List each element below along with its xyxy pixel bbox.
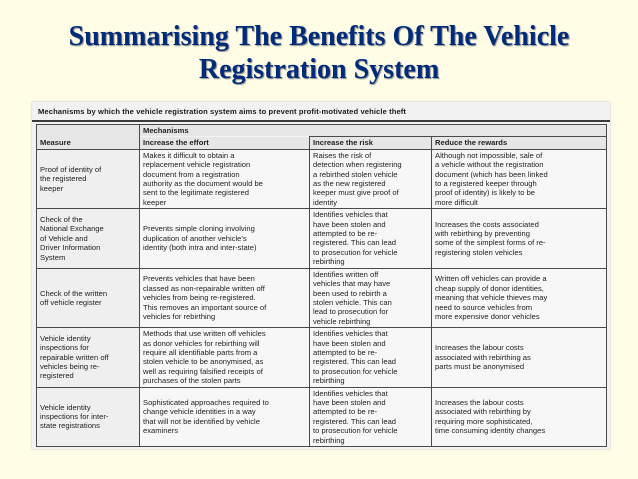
measure-cell: Check of the National Exchange of Vehicle and Driver Information System [37,209,140,268]
measure-cell: Vehicle identity inspections for repairable written off vehicles being re- registered [37,328,140,387]
header-effort: Increase the effort [140,137,310,149]
table-row [37,268,607,327]
risk-cell: Identifies vehicles that have been stolen and attempted to be re- registered. This can lead to prosecution for vehicle rebirthing [310,328,432,387]
measure-cell: Proof of identity of the registered keeper [37,149,140,208]
mechanisms-table [36,124,607,447]
table-row [37,328,607,387]
measure-cell: Check of the written off vehicle register [37,268,140,327]
rewards-cell: Although not impossible, sale of a vehicle without the registration document (which has been linked to a registered keeper through proof of identity) is likely to be more difficult [432,149,607,208]
risk-cell: Identifies vehicles that have been stolen and attempted to be re- registered. This can lead to prosecution for vehicle rebirthing [310,209,432,268]
risk-cell: Identifies vehicles that have been stolen and attempted to be re- registered. This can lead to prosecution for vehicle rebirthing [310,387,432,446]
slide-title: Summarising The Benefits Of The Vehicle Registration System [68,21,570,85]
table-row [37,149,607,208]
table-caption: Mechanisms by which the vehicle registration system aims to prevent profit-motivated vehicle theft [38,107,407,116]
caption-divider [32,120,610,122]
table-row [37,209,607,268]
risk-cell: Raises the risk of detection when registering a rebirthed stolen vehicle as the new registered keeper must give proof of identity [310,149,432,208]
effort-cell: Sophisticated approaches required to change vehicle identities in a way that will not be identified by vehicle examiners [140,387,310,446]
rewards-cell: Increases the labour costs associated with rebirthing as parts must be anonymised [432,328,607,387]
table-row [37,387,607,446]
header-risk: Increase the risk [310,137,432,149]
measure-cell: Vehicle identity inspections for inter- state registrations [37,387,140,446]
table-image [32,102,610,449]
effort-cell: Prevents simple cloning involving duplication of another vehicle's identity (both intra and inter-state) [140,209,310,268]
effort-cell: Methods that use written off vehicles as donor vehicles for rebirthing will require all identifiable parts from a stolen vehicle to be anonymised, as well as requiring falsified receipts of purchases of the stolen parts [140,328,310,387]
rewards-cell: Written off vehicles can provide a cheap supply of donor identities, meaning that vehicle thieves may need to source vehicles from more expensive donor vehicles [432,268,607,327]
rewards-cell: Increases the labour costs associated with rebirthing by requiring more sophisticated, time consuming identity changes [432,387,607,446]
header-measure: Measure [37,125,140,150]
effort-cell: Makes it difficult to obtain a replacement vehicle registration document from a registration authority as the document would be sent to the legitimate registered keeper [140,149,310,208]
header-rewards: Reduce the rewards [432,137,607,149]
header-mechanisms: Mechanisms [140,125,607,137]
effort-cell: Prevents vehicles that have been classed as non-repairable written off vehicles from being re-registered. This removes an important source of vehicles for rebirthing [140,268,310,327]
risk-cell: Identifies written off vehicles that may have been used to rebirth a stolen vehicle. This can lead to prosecution for vehicle rebirthing [310,268,432,327]
rewards-cell: Increases the costs associated with rebirthing by preventing some of the simplest forms of re- registering stolen vehicles [432,209,607,268]
